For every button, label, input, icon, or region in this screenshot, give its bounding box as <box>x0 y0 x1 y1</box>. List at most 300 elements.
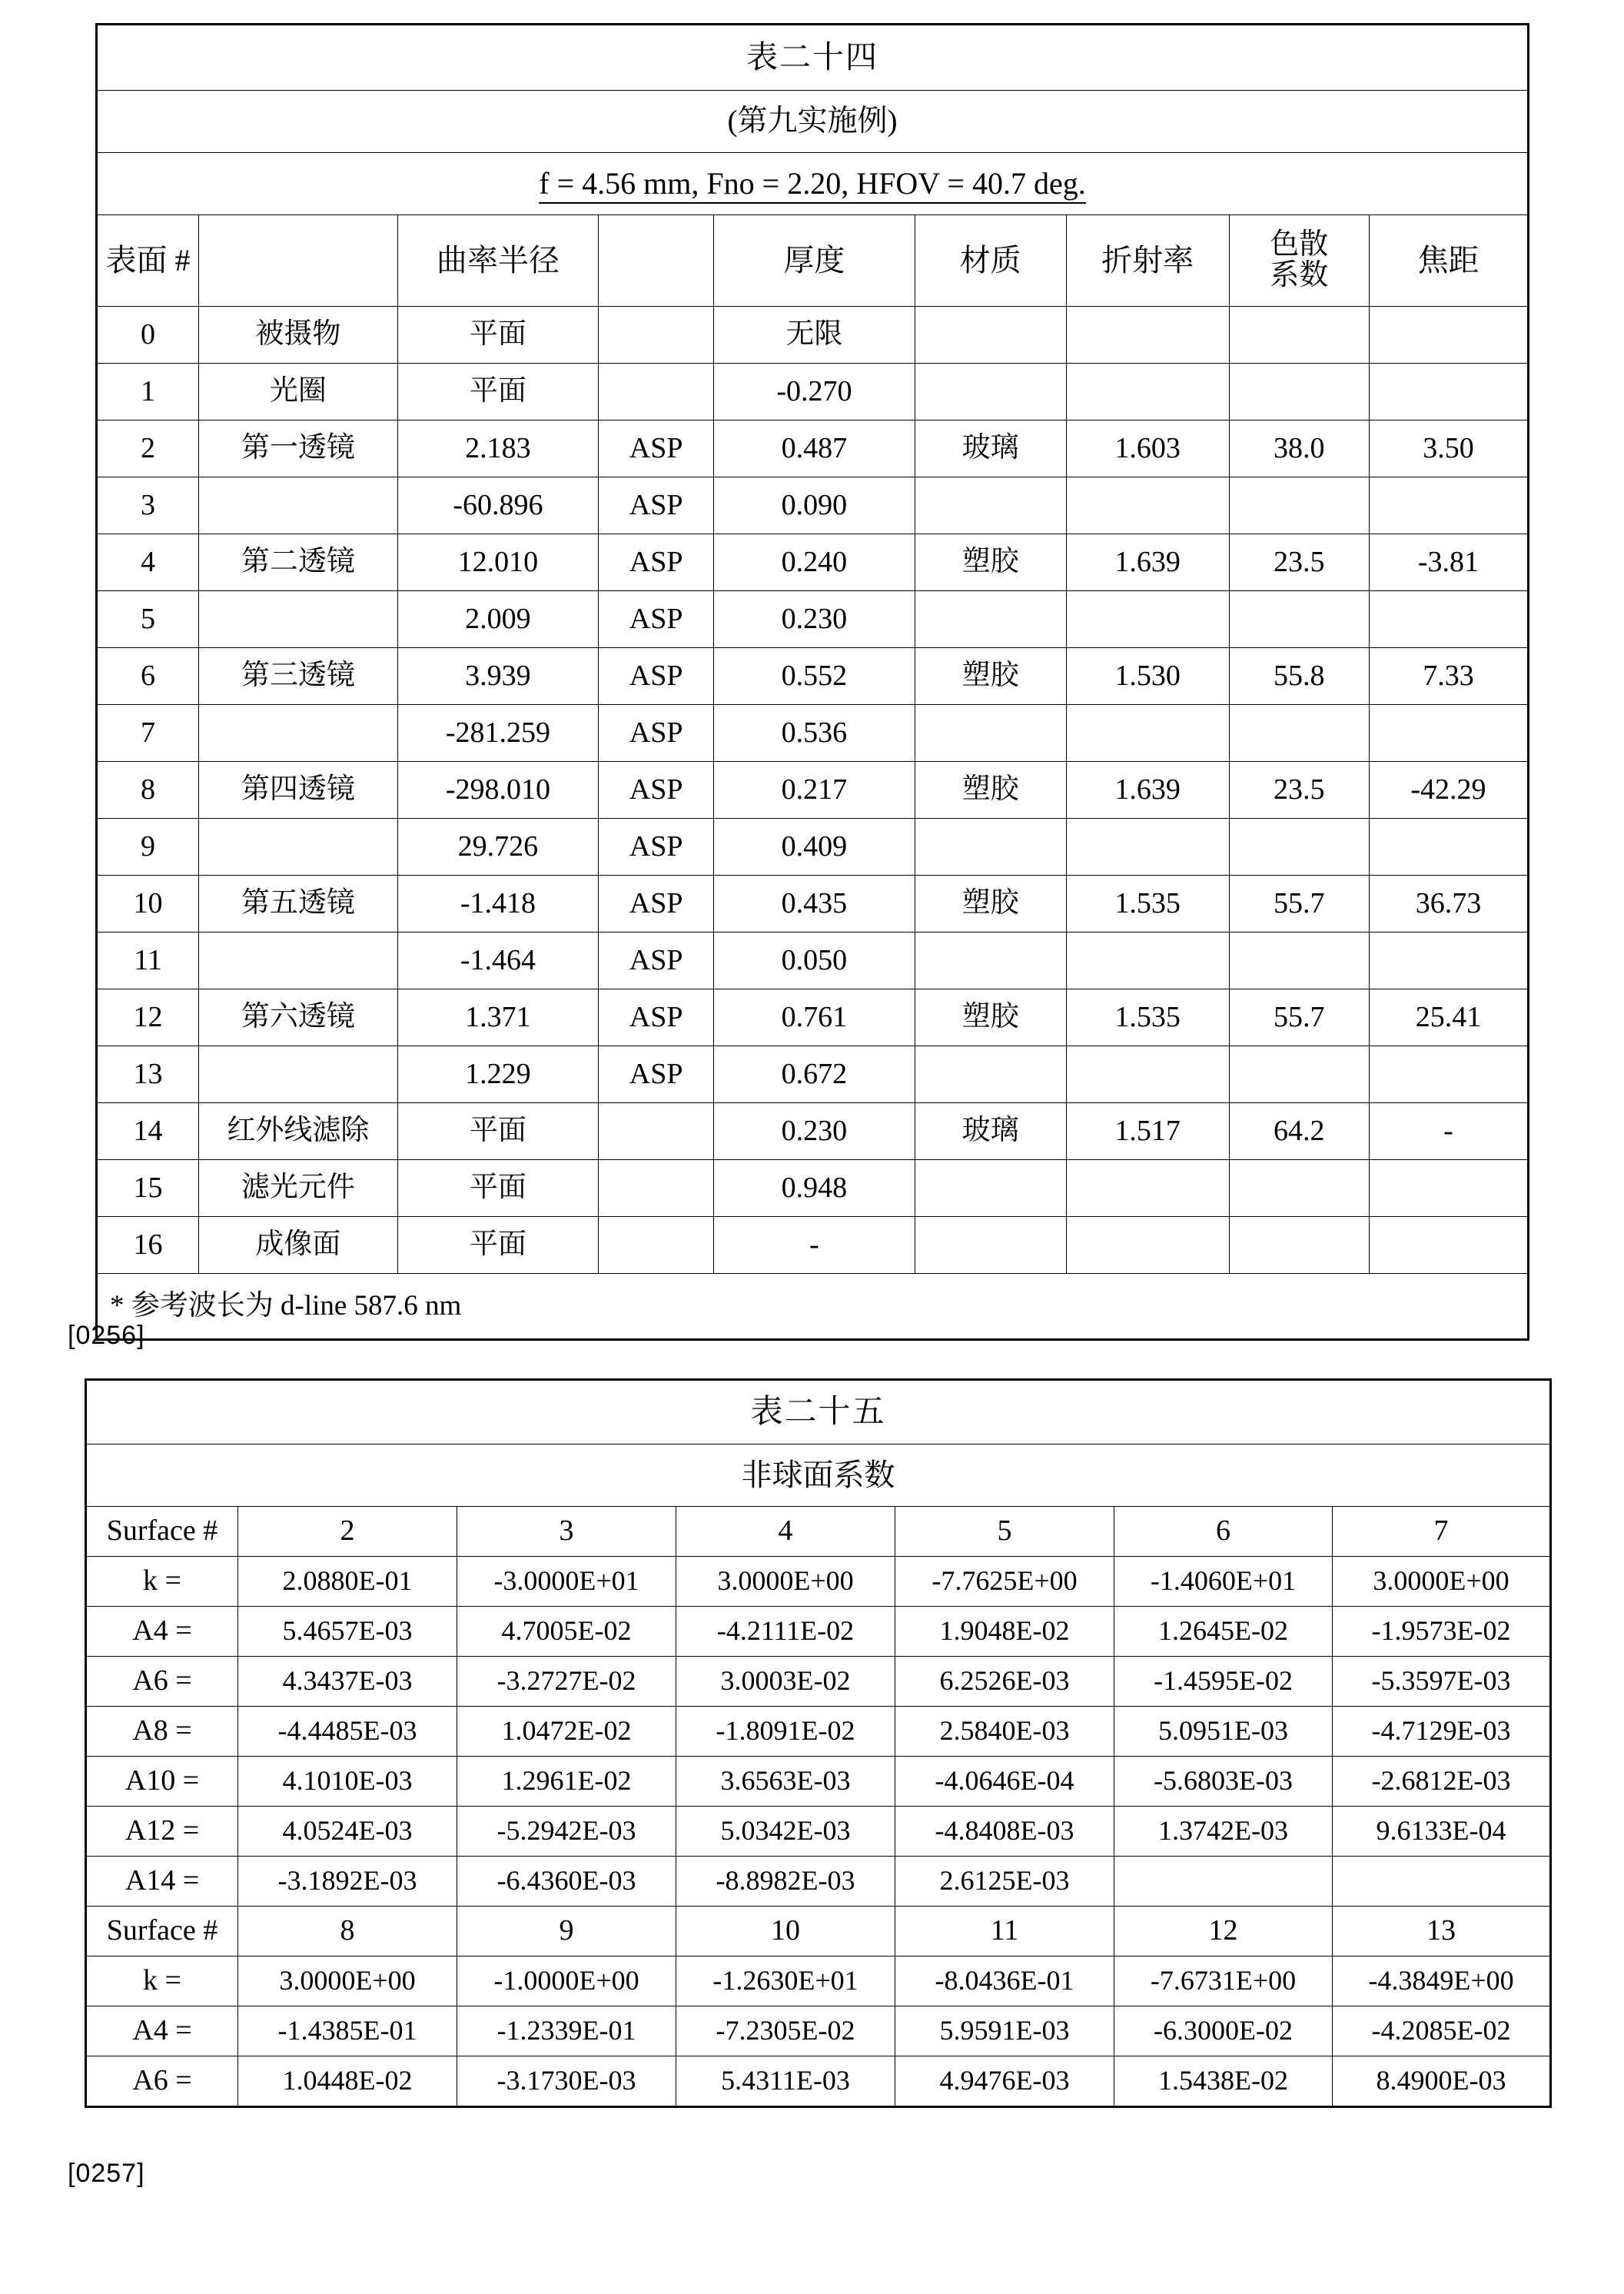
cell-element: 滤光元件 <box>199 1160 398 1217</box>
cell-surface: 8 <box>97 762 199 819</box>
cell-focal: 3.50 <box>1369 421 1528 477</box>
cell-material <box>915 819 1066 876</box>
surface-number: 7 <box>1333 1507 1551 1557</box>
cell-index <box>1066 705 1229 762</box>
coefficient-value: -4.4485E-03 <box>238 1707 457 1757</box>
coefficient-value: 3.0000E+00 <box>238 1957 457 2006</box>
table-row <box>97 705 1529 762</box>
aspheric-coefficients-table <box>85 1378 1552 2108</box>
coefficient-label: A10 = <box>86 1757 238 1807</box>
surface-header-row <box>86 1907 1551 1957</box>
coefficient-label: A8 = <box>86 1707 238 1757</box>
cell-material <box>915 1217 1066 1274</box>
cell-index: 1.517 <box>1066 1103 1229 1160</box>
table-24-spec <box>97 153 1529 215</box>
coefficient-value: 4.9476E-03 <box>895 2056 1114 2107</box>
cell-element: 第六透镜 <box>199 989 398 1046</box>
coefficient-value: -4.2111E-02 <box>676 1607 895 1657</box>
cell-index <box>1066 364 1229 421</box>
table-24-footnote: * 参考波长为 d-line 587.6 nm <box>97 1274 1529 1340</box>
table-24-header-row <box>97 215 1529 307</box>
cell-material <box>915 1160 1066 1217</box>
coefficient-value: -6.3000E-02 <box>1114 2006 1333 2056</box>
surface-number: 3 <box>457 1507 676 1557</box>
cell-asp: ASP <box>599 762 714 819</box>
cell-asp: ASP <box>599 989 714 1046</box>
coefficient-value: -3.0000E+01 <box>457 1557 676 1607</box>
cell-abbe: 23.5 <box>1229 762 1369 819</box>
cell-asp: ASP <box>599 933 714 989</box>
surface-number: 12 <box>1114 1907 1333 1957</box>
cell-focal <box>1369 477 1528 534</box>
cell-element <box>199 933 398 989</box>
coefficient-value: 1.0448E-02 <box>238 2056 457 2107</box>
table-row <box>97 1217 1529 1274</box>
table-25-subtitle-row <box>86 1445 1551 1507</box>
coefficient-row <box>86 1857 1551 1907</box>
cell-element: 第五透镜 <box>199 876 398 933</box>
coefficient-value: -3.1730E-03 <box>457 2056 676 2107</box>
cell-material: 塑胶 <box>915 534 1066 591</box>
cell-abbe <box>1229 477 1369 534</box>
cell-radius: 2.183 <box>397 421 598 477</box>
cell-focal <box>1369 1217 1528 1274</box>
cell-focal <box>1369 591 1528 648</box>
cell-radius: 平面 <box>397 1160 598 1217</box>
column-header-material: 材质 <box>915 215 1066 307</box>
coefficient-row <box>86 1957 1551 2006</box>
cell-asp: ASP <box>599 591 714 648</box>
coefficient-label: A4 = <box>86 1607 238 1657</box>
cell-radius: 1.229 <box>397 1046 598 1103</box>
surface-number: 9 <box>457 1907 676 1957</box>
cell-surface: 9 <box>97 819 199 876</box>
table-24-title-row <box>97 25 1529 91</box>
cell-thickness: 无限 <box>714 307 915 364</box>
cell-focal <box>1369 1160 1528 1217</box>
cell-surface: 7 <box>97 705 199 762</box>
coefficient-value: 1.5438E-02 <box>1114 2056 1333 2107</box>
cell-thickness: 0.672 <box>714 1046 915 1103</box>
cell-radius: 29.726 <box>397 819 598 876</box>
cell-index <box>1066 1160 1229 1217</box>
table-row <box>97 534 1529 591</box>
cell-thickness: 0.409 <box>714 819 915 876</box>
coefficient-value: -6.4360E-03 <box>457 1857 676 1907</box>
coefficient-value <box>1333 1857 1551 1907</box>
surface-number: 8 <box>238 1907 457 1957</box>
surface-number: 6 <box>1114 1507 1333 1557</box>
coefficient-value: 4.7005E-02 <box>457 1607 676 1657</box>
cell-index <box>1066 591 1229 648</box>
column-header-radius: 曲率半径 <box>397 215 598 307</box>
coefficient-value: 1.2961E-02 <box>457 1757 676 1807</box>
coefficient-value: -1.8091E-02 <box>676 1707 895 1757</box>
coefficient-value: 3.0000E+00 <box>1333 1557 1551 1607</box>
cell-thickness: - <box>714 1217 915 1274</box>
cell-asp <box>599 1217 714 1274</box>
coefficient-value: -1.0000E+00 <box>457 1957 676 2006</box>
cell-radius: 平面 <box>397 1103 598 1160</box>
cell-asp: ASP <box>599 876 714 933</box>
cell-thickness: 0.230 <box>714 1103 915 1160</box>
cell-surface: 2 <box>97 421 199 477</box>
cell-index <box>1066 933 1229 989</box>
cell-index: 1.535 <box>1066 989 1229 1046</box>
coefficient-value: 1.2645E-02 <box>1114 1607 1333 1657</box>
column-header-abbe-line1: 色散 <box>1270 228 1329 261</box>
surface-number: 5 <box>895 1507 1114 1557</box>
cell-surface: 10 <box>97 876 199 933</box>
cell-focal <box>1369 364 1528 421</box>
cell-abbe <box>1229 705 1369 762</box>
cell-focal: - <box>1369 1103 1528 1160</box>
coefficient-row <box>86 2006 1551 2056</box>
coefficient-value: 5.4311E-03 <box>676 2056 895 2107</box>
coefficient-value: -7.6731E+00 <box>1114 1957 1333 2006</box>
coefficient-value: -4.8408E-03 <box>895 1807 1114 1857</box>
cell-thickness: 0.217 <box>714 762 915 819</box>
cell-abbe: 55.8 <box>1229 648 1369 705</box>
cell-radius: 2.009 <box>397 591 598 648</box>
table-row <box>97 876 1529 933</box>
cell-focal: -3.81 <box>1369 534 1528 591</box>
coefficient-row <box>86 1557 1551 1607</box>
cell-thickness: 0.050 <box>714 933 915 989</box>
coefficient-label: A4 = <box>86 2006 238 2056</box>
cell-element <box>199 705 398 762</box>
cell-material: 塑胶 <box>915 876 1066 933</box>
table-25-body <box>86 1380 1551 2107</box>
cell-surface: 12 <box>97 989 199 1046</box>
coefficient-value: 3.0000E+00 <box>676 1557 895 1607</box>
cell-asp: ASP <box>599 648 714 705</box>
coefficient-label: A6 = <box>86 2056 238 2107</box>
table-row <box>97 1160 1529 1217</box>
coefficient-label: k = <box>86 1957 238 2006</box>
table-row <box>97 307 1529 364</box>
coefficient-row <box>86 1607 1551 1657</box>
table-24-container <box>95 23 1529 1341</box>
cell-focal <box>1369 307 1528 364</box>
cell-abbe: 55.7 <box>1229 989 1369 1046</box>
cell-asp: ASP <box>599 534 714 591</box>
cell-focal: 36.73 <box>1369 876 1528 933</box>
cell-asp: ASP <box>599 705 714 762</box>
cell-asp: ASP <box>599 477 714 534</box>
cell-surface: 1 <box>97 364 199 421</box>
cell-material: 玻璃 <box>915 1103 1066 1160</box>
coefficient-row <box>86 2056 1551 2107</box>
cell-material: 玻璃 <box>915 421 1066 477</box>
cell-abbe <box>1229 933 1369 989</box>
coefficient-value: 8.4900E-03 <box>1333 2056 1551 2107</box>
cell-index <box>1066 1217 1229 1274</box>
cell-radius: -298.010 <box>397 762 598 819</box>
coefficient-value: -4.2085E-02 <box>1333 2006 1551 2056</box>
coefficient-value: -4.0646E-04 <box>895 1757 1114 1807</box>
table-row <box>97 648 1529 705</box>
surface-number: 13 <box>1333 1907 1551 1957</box>
cell-abbe: 55.7 <box>1229 876 1369 933</box>
coefficient-value: 3.0003E-02 <box>676 1657 895 1707</box>
surface-label: Surface # <box>86 1507 238 1557</box>
table-24-subtitle: (第九实施例) <box>97 91 1529 153</box>
table-24-footnote-row <box>97 1274 1529 1340</box>
cell-focal <box>1369 705 1528 762</box>
cell-material <box>915 307 1066 364</box>
cell-thickness: -0.270 <box>714 364 915 421</box>
coefficient-value: -3.2727E-02 <box>457 1657 676 1707</box>
surface-number: 10 <box>676 1907 895 1957</box>
cell-surface: 4 <box>97 534 199 591</box>
cell-abbe: 23.5 <box>1229 534 1369 591</box>
table-24-spec-text: f = 4.56 mm, Fno = 2.20, HFOV = 40.7 deg. <box>539 166 1085 204</box>
paragraph-marker-0256: [0256] <box>68 1321 145 1350</box>
coefficient-value: 2.6125E-03 <box>895 1857 1114 1907</box>
coefficient-row <box>86 1707 1551 1757</box>
cell-abbe <box>1229 1217 1369 1274</box>
cell-abbe <box>1229 1160 1369 1217</box>
cell-element <box>199 477 398 534</box>
cell-surface: 5 <box>97 591 199 648</box>
cell-asp <box>599 307 714 364</box>
surface-number: 11 <box>895 1907 1114 1957</box>
coefficient-value: -5.6803E-03 <box>1114 1757 1333 1807</box>
cell-material: 塑胶 <box>915 762 1066 819</box>
paragraph-marker-0257: [0257] <box>68 2159 145 2188</box>
coefficient-value: 2.5840E-03 <box>895 1707 1114 1757</box>
cell-focal <box>1369 1046 1528 1103</box>
cell-surface: 11 <box>97 933 199 989</box>
cell-radius: -1.464 <box>397 933 598 989</box>
cell-abbe: 38.0 <box>1229 421 1369 477</box>
cell-abbe: 64.2 <box>1229 1103 1369 1160</box>
cell-thickness: 0.487 <box>714 421 915 477</box>
coefficient-value: -8.0436E-01 <box>895 1957 1114 2006</box>
coefficient-value: -4.7129E-03 <box>1333 1707 1551 1757</box>
cell-asp: ASP <box>599 421 714 477</box>
cell-element <box>199 819 398 876</box>
coefficient-label: A12 = <box>86 1807 238 1857</box>
cell-index <box>1066 307 1229 364</box>
cell-thickness: 0.230 <box>714 591 915 648</box>
table-24-subtitle-row <box>97 91 1529 153</box>
coefficient-value: -1.2339E-01 <box>457 2006 676 2056</box>
cell-material <box>915 591 1066 648</box>
cell-abbe <box>1229 364 1369 421</box>
table-row <box>97 1046 1529 1103</box>
cell-element: 被摄物 <box>199 307 398 364</box>
cell-thickness: 0.090 <box>714 477 915 534</box>
coefficient-value: 5.9591E-03 <box>895 2006 1114 2056</box>
table-row <box>97 762 1529 819</box>
cell-asp: ASP <box>599 819 714 876</box>
table-row <box>97 364 1529 421</box>
coefficient-value: -5.2942E-03 <box>457 1807 676 1857</box>
table-25-title: 表二十五 <box>86 1380 1551 1445</box>
table-24-footer <box>97 1274 1529 1340</box>
cell-material <box>915 933 1066 989</box>
cell-element: 第四透镜 <box>199 762 398 819</box>
coefficient-row <box>86 1807 1551 1857</box>
cell-abbe <box>1229 591 1369 648</box>
cell-material: 塑胶 <box>915 648 1066 705</box>
table-row <box>97 933 1529 989</box>
coefficient-value: -3.1892E-03 <box>238 1857 457 1907</box>
coefficient-value: 6.2526E-03 <box>895 1657 1114 1707</box>
cell-radius: 12.010 <box>397 534 598 591</box>
surface-number: 4 <box>676 1507 895 1557</box>
coefficient-value: 2.0880E-01 <box>238 1557 457 1607</box>
coefficient-value: 5.0342E-03 <box>676 1807 895 1857</box>
cell-focal <box>1369 933 1528 989</box>
lens-data-table <box>95 23 1529 1341</box>
cell-element: 红外线滤除 <box>199 1103 398 1160</box>
cell-radius: 3.939 <box>397 648 598 705</box>
table-24-spec-row <box>97 153 1529 215</box>
coefficient-value: 4.1010E-03 <box>238 1757 457 1807</box>
table-24-title: 表二十四 <box>97 25 1529 91</box>
surface-number: 2 <box>238 1507 457 1557</box>
coefficient-value: -7.7625E+00 <box>895 1557 1114 1607</box>
cell-material <box>915 477 1066 534</box>
column-header-abbe <box>1229 215 1369 307</box>
coefficient-value: 4.0524E-03 <box>238 1807 457 1857</box>
cell-element: 第一透镜 <box>199 421 398 477</box>
cell-asp <box>599 364 714 421</box>
coefficient-label: k = <box>86 1557 238 1607</box>
surface-label: Surface # <box>86 1907 238 1957</box>
cell-focal <box>1369 819 1528 876</box>
table-25-title-row <box>86 1380 1551 1445</box>
cell-element <box>199 591 398 648</box>
cell-radius: 平面 <box>397 364 598 421</box>
cell-asp: ASP <box>599 1046 714 1103</box>
cell-element <box>199 1046 398 1103</box>
cell-focal: 7.33 <box>1369 648 1528 705</box>
cell-thickness: 0.435 <box>714 876 915 933</box>
cell-radius: 平面 <box>397 1217 598 1274</box>
cell-surface: 14 <box>97 1103 199 1160</box>
cell-index <box>1066 819 1229 876</box>
column-header-asp <box>599 215 714 307</box>
cell-abbe <box>1229 1046 1369 1103</box>
table-25-container <box>85 1378 1549 2108</box>
coefficient-value: -7.2305E-02 <box>676 2006 895 2056</box>
cell-abbe <box>1229 819 1369 876</box>
surface-header-row <box>86 1507 1551 1557</box>
cell-material: 塑胶 <box>915 989 1066 1046</box>
column-header-abbe-line2: 系数 <box>1270 259 1329 291</box>
cell-thickness: 0.536 <box>714 705 915 762</box>
cell-focal: -42.29 <box>1369 762 1528 819</box>
cell-index: 1.639 <box>1066 534 1229 591</box>
cell-material <box>915 705 1066 762</box>
table-row <box>97 1103 1529 1160</box>
cell-surface: 15 <box>97 1160 199 1217</box>
coefficient-value: -1.9573E-02 <box>1333 1607 1551 1657</box>
coefficient-row <box>86 1657 1551 1707</box>
cell-thickness: 0.948 <box>714 1160 915 1217</box>
coefficient-label: A14 = <box>86 1857 238 1907</box>
column-header-thickness: 厚度 <box>714 215 915 307</box>
coefficient-value: -1.4385E-01 <box>238 2006 457 2056</box>
table-row <box>97 819 1529 876</box>
cell-material <box>915 1046 1066 1103</box>
coefficient-value: -1.4060E+01 <box>1114 1557 1333 1607</box>
table-row <box>97 591 1529 648</box>
table-row <box>97 477 1529 534</box>
table-24-body <box>97 25 1529 1274</box>
coefficient-value: 4.3437E-03 <box>238 1657 457 1707</box>
cell-focal: 25.41 <box>1369 989 1528 1046</box>
cell-surface: 3 <box>97 477 199 534</box>
coefficient-value: -2.6812E-03 <box>1333 1757 1551 1807</box>
coefficient-value: 1.3742E-03 <box>1114 1807 1333 1857</box>
cell-surface: 16 <box>97 1217 199 1274</box>
cell-surface: 13 <box>97 1046 199 1103</box>
cell-element: 第三透镜 <box>199 648 398 705</box>
cell-index: 1.535 <box>1066 876 1229 933</box>
cell-index: 1.603 <box>1066 421 1229 477</box>
coefficient-value: -8.8982E-03 <box>676 1857 895 1907</box>
table-row <box>97 421 1529 477</box>
coefficient-value: 3.6563E-03 <box>676 1757 895 1807</box>
coefficient-value: -4.3849E+00 <box>1333 1957 1551 2006</box>
coefficient-value: 5.4657E-03 <box>238 1607 457 1657</box>
cell-radius: -60.896 <box>397 477 598 534</box>
cell-index <box>1066 477 1229 534</box>
coefficient-row <box>86 1757 1551 1807</box>
coefficient-value: -1.4595E-02 <box>1114 1657 1333 1707</box>
cell-element: 第二透镜 <box>199 534 398 591</box>
coefficient-value: -1.2630E+01 <box>676 1957 895 2006</box>
coefficient-value: 1.0472E-02 <box>457 1707 676 1757</box>
coefficient-value <box>1114 1857 1333 1907</box>
coefficient-value: 1.9048E-02 <box>895 1607 1114 1657</box>
column-header-focal: 焦距 <box>1369 215 1528 307</box>
cell-thickness: 0.552 <box>714 648 915 705</box>
cell-surface: 6 <box>97 648 199 705</box>
coefficient-value: 9.6133E-04 <box>1333 1807 1551 1857</box>
cell-element: 光圈 <box>199 364 398 421</box>
coefficient-value: -5.3597E-03 <box>1333 1657 1551 1707</box>
cell-index: 1.639 <box>1066 762 1229 819</box>
cell-material <box>915 364 1066 421</box>
column-header-surface: 表面 # <box>97 215 199 307</box>
cell-abbe <box>1229 307 1369 364</box>
table-row <box>97 989 1529 1046</box>
cell-radius: -281.259 <box>397 705 598 762</box>
column-header-index: 折射率 <box>1066 215 1229 307</box>
cell-thickness: 0.240 <box>714 534 915 591</box>
cell-asp <box>599 1103 714 1160</box>
cell-thickness: 0.761 <box>714 989 915 1046</box>
cell-index <box>1066 1046 1229 1103</box>
table-25-subtitle: 非球面系数 <box>86 1445 1551 1507</box>
column-header-element <box>199 215 398 307</box>
cell-radius: -1.418 <box>397 876 598 933</box>
cell-radius: 1.371 <box>397 989 598 1046</box>
cell-element: 成像面 <box>199 1217 398 1274</box>
cell-radius: 平面 <box>397 307 598 364</box>
cell-asp <box>599 1160 714 1217</box>
coefficient-value: 5.0951E-03 <box>1114 1707 1333 1757</box>
coefficient-label: A6 = <box>86 1657 238 1707</box>
cell-index: 1.530 <box>1066 648 1229 705</box>
cell-surface: 0 <box>97 307 199 364</box>
